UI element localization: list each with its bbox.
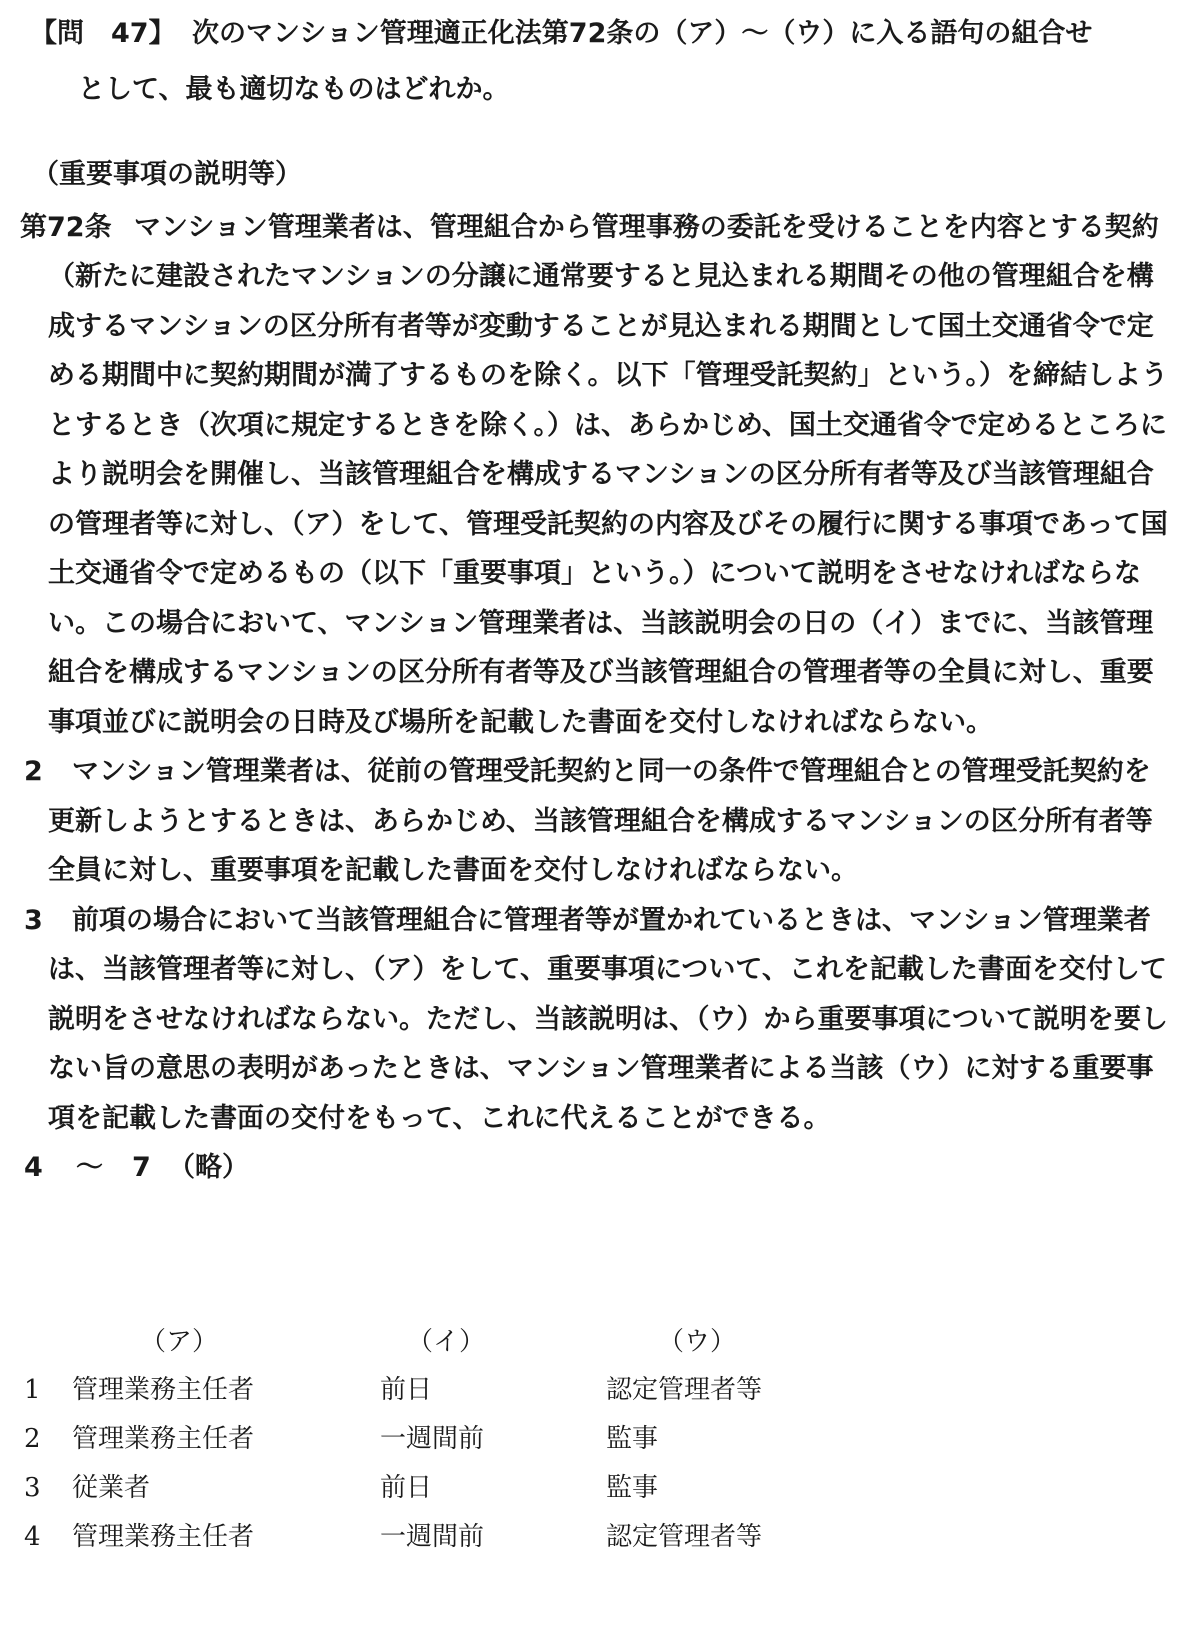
article-caption: （重要事項の説明等） [32,159,302,190]
choice-row [20,1513,920,1562]
omitted-note: （略） [168,1152,249,1183]
paragraph-1-text: マンション管理業者は、管理組合から管理事務の委託を受けることを内容とする契約（新たに建設されたマンションの分譲に通常要すると見込まれる期間その他の管理組合を構成するマンションの区分所有者等が変動することが見込まれる期間として国土交通省令で定める期間中に契約期間が満了するものを除く。以下「管理受託契約」という。）を締結しようとするとき（次項に規定するときを除く。）は、あらかじめ、国土交通省令で定めるところにより説明会を開催し、当該管理組合を構成するマンションの区分所有者等及び当該管理組合の管理者等に対し、（ア）をして、管理受託契約の内容及びその履行に関する事項であって国土交通省令で定めるもの（以下「重要事項」という。）について説明をさせなければならない。この場合において、マンション管理業者は、当該説明会の日の（イ）までに、当該管理組合を構成するマンションの区分所有者等及び当該管理組合の管理者等の全員に対し、重要事項並びに説明会の日時及び場所を記載した書面を交付しなければならない。 [48,211,1168,738]
choice-number: 2 [24,1424,41,1454]
article-paragraph-3 [20,896,1170,1144]
choice-i: 一週間前 [380,1424,485,1454]
choice-a: 従業者 [72,1473,151,1503]
header-a: （ア） [140,1327,219,1357]
choice-row [20,1464,920,1513]
choices-header-row [20,1318,920,1366]
question-number: 【問 47】 [30,18,176,49]
paragraph-3-text: 前項の場合において当該管理組合に管理者等が置かれているときは、マンション管理業者は、当該管理者等に対し、（ア）をして、重要事項について、これを記載した書面を交付して説明をさせなければならない。ただし、当該説明は、（ウ）から重要事項について説明を要しない旨の意思の表明があったときは、マンション管理業者による当該（ウ）に対する重要事項を記載した書面の交付をもって、これに代えることができる。 [48,904,1168,1134]
omitted-paragraphs [20,1143,1170,1193]
header-i: （イ） [407,1327,486,1357]
choice-a: 管理業務主任者 [72,1375,255,1405]
omitted-tilde: ～ [76,1152,103,1183]
paragraph-2-number: 2 [24,756,43,787]
answer-choices-table [20,1318,920,1562]
article-paragraph-2 [20,747,1170,896]
omitted-from: 4 [24,1152,43,1183]
header-u: （ウ） [658,1327,737,1357]
choice-a: 管理業務主任者 [72,1424,255,1454]
article-paragraph-1 [20,203,1170,748]
choice-row [20,1415,920,1464]
choice-row [20,1366,920,1415]
question-text-line2: として、最も適切なものはどれか。 [78,74,510,105]
choice-u: 監事 [606,1473,659,1503]
choice-i: 前日 [380,1473,433,1503]
law-excerpt [20,150,1170,1193]
choice-number: 1 [24,1375,41,1405]
choice-u: 認定管理者等 [606,1375,763,1405]
choice-number: 4 [24,1522,41,1552]
article-number: 第72条 [20,211,112,243]
choice-i: 前日 [380,1375,433,1405]
omitted-to: 7 [132,1152,151,1183]
paragraph-2-text: マンション管理業者は、従前の管理受託契約と同一の条件で管理組合との管理受託契約を更新しようとするときは、あらかじめ、当該管理組合を構成するマンションの区分所有者等全員に対し、重要事項を記載した書面を交付しなければならない。 [48,756,1153,886]
question-header [30,6,1160,118]
choice-i: 一週間前 [380,1522,485,1552]
choice-a: 管理業務主任者 [72,1522,255,1552]
choice-u: 認定管理者等 [606,1522,763,1552]
paragraph-3-number: 3 [24,904,43,936]
question-text-line1: 次のマンション管理適正化法第72条の（ア）～（ウ）に入る語句の組合せ [192,18,1093,49]
choice-number: 3 [24,1473,41,1503]
choice-u: 監事 [606,1424,659,1454]
